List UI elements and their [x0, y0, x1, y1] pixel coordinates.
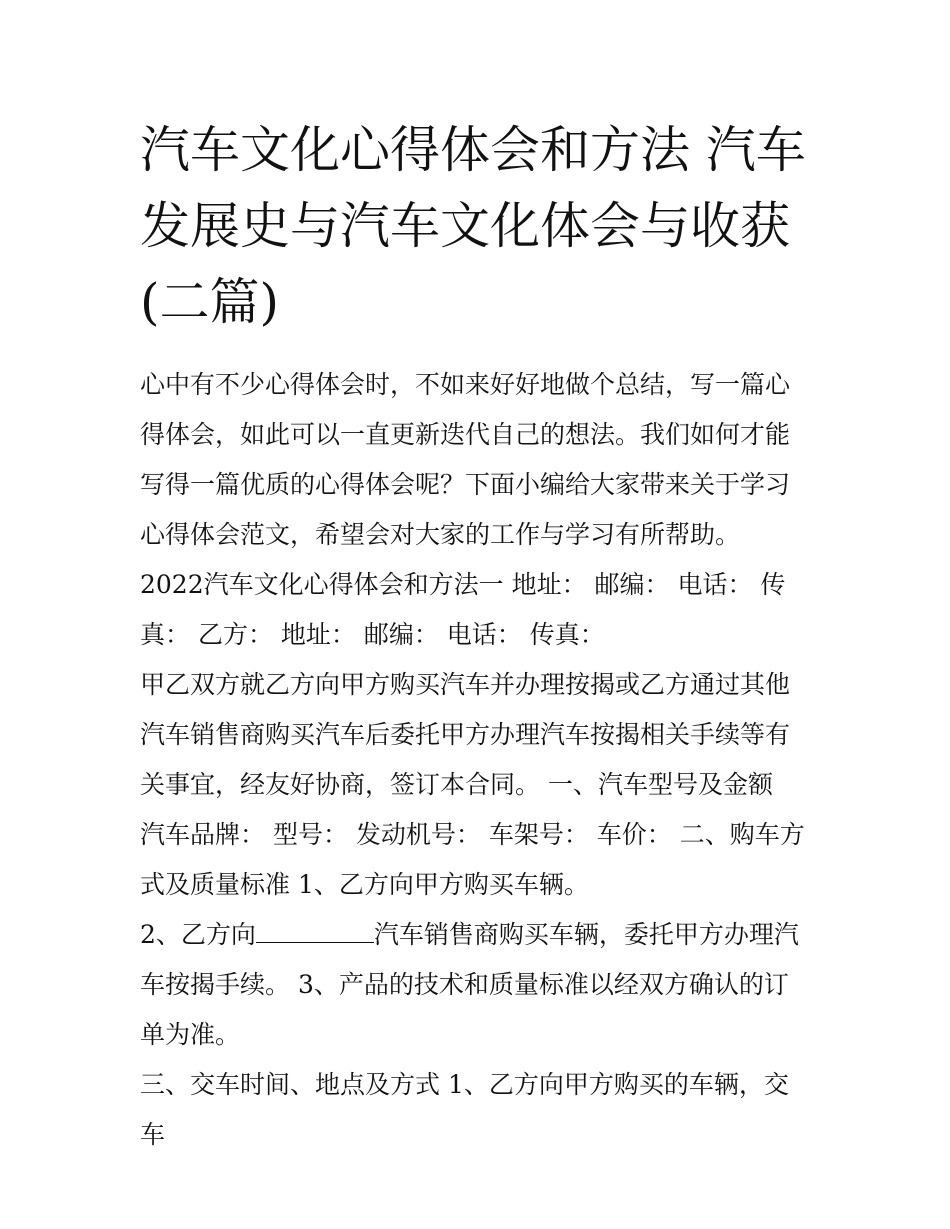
- car-info-paragraph: 汽车品牌： 型号： 发动机号： 车架号： 车价： 二、购车方式及质量标准 1、乙方向甲方购买车辆。: [140, 820, 805, 899]
- intro-paragraph: 心中有不少心得体会时，不如来好好地做个总结，写一篇心得体会，如此可以一直更新迭代自己的想法。我们如何才能写得一篇优质的心得体会呢？下面小编给大家带来关于学习心得体会范文，希望会对大家的工作与学习有所帮助。: [140, 370, 791, 549]
- party-info-paragraph: 2022汽车文化心得体会和方法一 地址： 邮编： 电话： 传真： 乙方： 地址： 邮编： 电话： 传真：: [140, 570, 786, 649]
- agreement-paragraph: 甲乙双方就乙方向甲方购买汽车并办理按揭或乙方通过其他汽车销售商购买汽车后委托甲方办理汽车按揭相关手续等有关事宜，经友好协商，签订本合同。 一、汽车型号及金额: [140, 670, 791, 799]
- item-2-paragraph: [140, 910, 812, 1060]
- item-2-prefix: 2、乙方向: [140, 920, 256, 949]
- document-page: [140, 112, 812, 1160]
- document-title: 汽车文化心得体会和方法 汽车发展史与汽车文化体会与收获(二篇): [140, 121, 806, 331]
- item-2-suffix: 汽车销售商购买车辆，委托甲方办理汽车按揭手续。 3、产品的技术和质量标准以经双方确认的订单为准。: [140, 920, 799, 1049]
- section-3-paragraph: 三、交车时间、地点及方式 1、乙方向甲方购买的车辆，交车: [140, 1070, 789, 1149]
- fill-in-blank: [256, 922, 374, 943]
